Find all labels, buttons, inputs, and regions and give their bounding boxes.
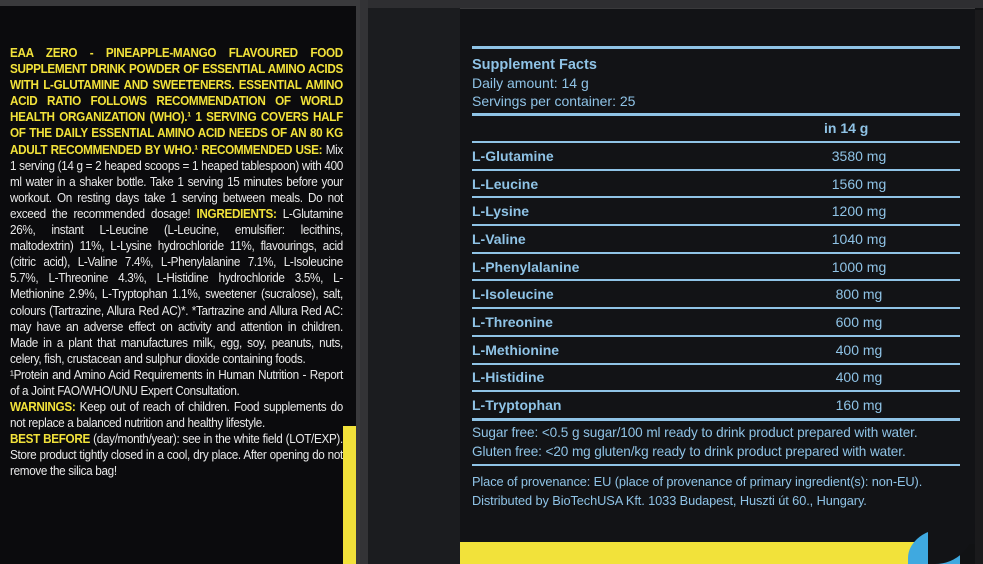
ingredients-text: L-Glutamine 26%, instant L-Leucine (L-Leucine, emulsifier: lecithins, maltodextrin) 11%, L-Lysine hydrochloride 11%, flavourings, acid (citric acid), L-Valine 7.4%, L-Phenylalanine 7.1%, L-Isoleucine 5.7%, L-Threonine 4.3%, L-Histidine hydrochloride 3.5%, L-Methionine 2.9%, L-Tryptophan 1.1%, sweetener (sucralose), salt, colours (Tartrazine, Allura Red AC)*. *Tartrazine and Allura Red AC: may have an adverse effect on activity and attention in children. Made in a plant that manufactures milk, egg, soy, peanuts, nuts, celery, fish, crustacean and sulphur dioxide containing foods. bbox=[10, 206, 343, 366]
supplement-facts-table bbox=[472, 46, 960, 511]
product-description-panel bbox=[0, 0, 360, 564]
best-before-text: (day/month/year): see in the white field (LOT/EXP). Store product tightly closed in a cool, dry place. After opening do not remove the silica bag! bbox=[10, 432, 343, 479]
yellow-accent-strip bbox=[343, 426, 356, 564]
warnings-text: Keep out of reach of children. Food supplements do not replace a balanced nutrition and healthy lifestyle. bbox=[10, 400, 343, 431]
panel-side bbox=[368, 0, 460, 564]
ingredient-amount: 1000 mg bbox=[831, 258, 887, 275]
sugar-free-note: Sugar free: <0.5 g sugar/100 ml ready to drink product prepared with water. bbox=[472, 424, 918, 440]
ingredient-name: L-Threonine bbox=[472, 313, 553, 330]
ingredient-name: L-Lysine bbox=[472, 203, 530, 220]
daily-amount: Daily amount: 14 g bbox=[472, 75, 589, 91]
ingredients-label: INGREDIENTS: bbox=[196, 206, 277, 221]
product-title: EAA ZERO - PINEAPPLE-MANGO FLAVOURED FOOD SUPPLEMENT DRINK POWDER OF ESSENTIAL AMINO ACIDS WITH L-GLUTAMINE AND SWEETENERS. bbox=[10, 46, 343, 93]
product-description-text bbox=[10, 45, 343, 480]
table-row bbox=[472, 252, 960, 280]
ingredient-amount: 1560 mg bbox=[831, 175, 887, 192]
ingredient-amount: 600 mg bbox=[835, 313, 883, 330]
table-row bbox=[472, 141, 960, 169]
panel-border bbox=[368, 0, 983, 8]
recommended-use-text: Mix 1 serving (14 g = 2 heaped scoops = 1 heaped tablespoon) with 400 ml water in a shaker bottle. Take 1 serving 15 minutes before your workout. On resting days take 1 serving between meals. Do not exceed the recommended dosage! bbox=[10, 142, 343, 221]
ingredient-amount: 160 mg bbox=[835, 397, 883, 414]
ingredient-amount: 1040 mg bbox=[831, 230, 887, 247]
distributor-note: Distributed by BioTechUSA Kft. 1033 Budapest, Huszti út 60., Hungary. bbox=[472, 493, 867, 509]
ingredient-name: L-Valine bbox=[472, 230, 526, 247]
ingredient-name: L-Methionine bbox=[472, 341, 560, 358]
table-row bbox=[472, 335, 960, 363]
table-row bbox=[472, 279, 960, 307]
best-before-block bbox=[10, 431, 343, 479]
table-row bbox=[472, 224, 960, 252]
ingredient-amount: 800 mg bbox=[835, 286, 883, 303]
serving-claim: 1 SERVING COVERS HALF OF THE DAILY ESSENTIAL AMINO ACID NEEDS OF AN 80 KG ADULT RECOMMENDED BY WHO.¹ bbox=[10, 110, 343, 157]
warnings-label: WARNINGS: bbox=[10, 400, 76, 415]
table-row bbox=[472, 169, 960, 197]
table-row bbox=[472, 307, 960, 335]
ingredient-name: L-Leucine bbox=[472, 175, 539, 192]
recommended-use-label: RECOMMENDED USE: bbox=[201, 142, 323, 157]
table-top-rule bbox=[472, 46, 960, 49]
free-from-notes bbox=[472, 418, 960, 462]
yellow-accent-bar bbox=[460, 542, 960, 564]
table-row bbox=[472, 363, 960, 391]
ingredient-name: L-Histidine bbox=[472, 369, 545, 386]
facts-title: Supplement Facts bbox=[472, 57, 597, 73]
facts-rows bbox=[472, 141, 960, 418]
provenance-note: Place of provenance: EU (place of provenance of primary ingredient(s): non-EU). bbox=[472, 473, 923, 489]
ratio-statement: ESSENTIAL AMINO ACID RATIO FOLLOWS RECOMMENDATION OF WORLD HEALTH ORGANIZATION (WHO).¹ bbox=[10, 78, 343, 125]
ingredient-name: L-Glutamine bbox=[472, 147, 554, 164]
column-header: in 14 g bbox=[824, 120, 869, 136]
header-rule bbox=[472, 113, 960, 116]
gluten-free-note: Gluten free: <20 mg gluten/kg ready to drink product prepared with water. bbox=[472, 444, 906, 460]
panel-border bbox=[0, 0, 360, 6]
ingredient-amount: 400 mg bbox=[835, 369, 883, 386]
ingredient-name: L-Isoleucine bbox=[472, 286, 554, 303]
ingredient-amount: 1200 mg bbox=[831, 203, 887, 220]
best-before-label: BEST BEFORE bbox=[10, 432, 90, 447]
table-row bbox=[472, 390, 960, 418]
provenance-notes bbox=[472, 464, 960, 511]
panel-divider bbox=[360, 0, 368, 564]
footnote: ¹Protein and Amino Acid Requirements in Human Nutrition - Report of a Joint FAO/WHO/UNU Expert Consultation. bbox=[10, 367, 343, 398]
ingredient-name: L-Tryptophan bbox=[472, 397, 562, 414]
servings-per-container: Servings per container: 25 bbox=[472, 93, 636, 109]
panel-border bbox=[975, 10, 983, 564]
panel-corner bbox=[928, 510, 975, 564]
ingredient-name: L-Phenylalanine bbox=[472, 258, 580, 275]
warnings-block bbox=[10, 399, 343, 431]
ingredient-amount: 400 mg bbox=[835, 341, 883, 358]
product-title-block bbox=[10, 45, 343, 367]
table-row bbox=[472, 196, 960, 224]
ingredient-amount: 3580 mg bbox=[831, 147, 887, 164]
